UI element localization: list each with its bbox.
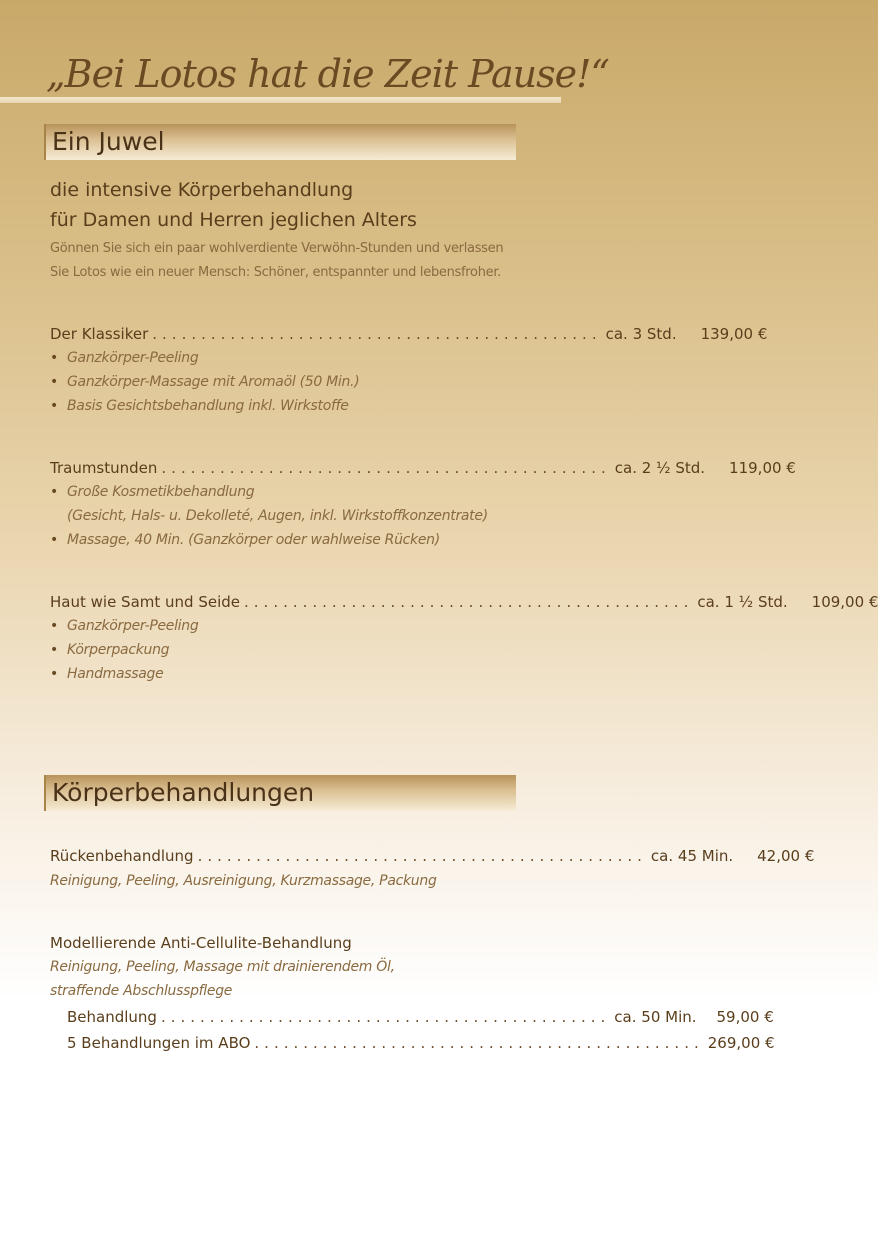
lead-line-1: die intensive Körperbehandlung [50,179,354,201]
treatment-description: Reinigung, Peeling, Ausreinigung, Kurzmassage, Packung [50,873,437,889]
option-price: 59,00 € [716,1008,774,1026]
package-duration: ca. 3 Std. [605,325,677,343]
treatment-description-line-1: Reinigung, Peeling, Massage mit drainierendem Öl, [50,959,395,975]
lead-line-2: für Damen und Herren jeglichen Alters [50,209,417,231]
list-item: • Körperpackung [50,642,170,658]
list-item: • Ganzkörper-Massage mit Aromaöl (50 Min.) [50,374,360,390]
option-price: 269,00 € [707,1034,775,1052]
dot-leader: .............................................. [197,847,647,865]
package-name: Traumstunden [50,459,158,477]
treatment-duration: ca. 45 Min. [650,847,734,865]
decorative-rule [0,97,561,103]
option-label: 5 Behandlungen im ABO [67,1034,251,1052]
list-item: • Ganzkörper-Peeling [50,618,199,634]
treatment-name-cellulite: Modellierende Anti-Cellulite-Behandlung [50,934,352,952]
section-title: Ein Juwel [52,127,165,156]
dot-leader: .............................................. [254,1034,704,1052]
package-name: Haut wie Samt und Seide [50,593,241,611]
option-label: Behandlung [67,1008,157,1026]
treatment-row-ruecken [50,847,815,869]
package-duration: ca. 2 ½ Std. [614,459,706,477]
package-row-haut-wie-samt [50,593,878,615]
package-duration: ca. 1 ½ Std. [697,593,788,611]
section-banner-ein-juwel [44,124,516,160]
dot-leader: .............................................. [161,459,611,477]
package-price: 139,00 € [700,325,768,343]
list-item: • Basis Gesichtsbehandlung inkl. Wirkstoffe [50,398,349,414]
treatment-row-single [67,1008,774,1030]
treatment-price: 42,00 € [757,847,815,865]
section-title: Körperbehandlungen [52,778,315,807]
dot-leader: .............................................. [244,593,694,611]
list-item: • Ganzkörper-Peeling [50,350,199,366]
section-banner-koerperbehandlungen [44,775,516,811]
package-price: 119,00 € [729,459,796,477]
treatment-name: Rückenbehandlung [50,847,194,865]
treatment-description-line-2: straffende Abschlusspflege [50,983,233,999]
package-row-traumstunden [50,459,796,481]
list-item: • Massage, 40 Min. (Ganzkörper oder wahlweise Rücken) [50,532,440,548]
package-price: 109,00 € [811,593,878,611]
treatment-row-abo [67,1034,775,1056]
package-name: Der Klassiker [50,325,149,343]
option-duration: ca. 50 Min. [614,1008,697,1026]
intro-line-1: Gönnen Sie sich ein paar wohlverdiente Verwöhn-Stunden und verlassen [50,241,504,256]
intro-line-2: Sie Lotos wie ein neuer Mensch: Schöner, entspannter und lebensfroher. [50,265,502,280]
slogan: „Bei Lotos hat die Zeit Pause!“ [46,52,609,96]
list-item: • Große Kosmetikbehandlung [50,484,255,500]
list-item-detail: (Gesicht, Hals- u. Dekolleté, Augen, inkl. Wirkstoffkonzentrate) [67,508,488,524]
list-item: • Handmassage [50,666,164,682]
package-row-klassiker [50,325,768,347]
dot-leader: .............................................. [160,1008,611,1026]
dot-leader: .............................................. [152,325,602,343]
